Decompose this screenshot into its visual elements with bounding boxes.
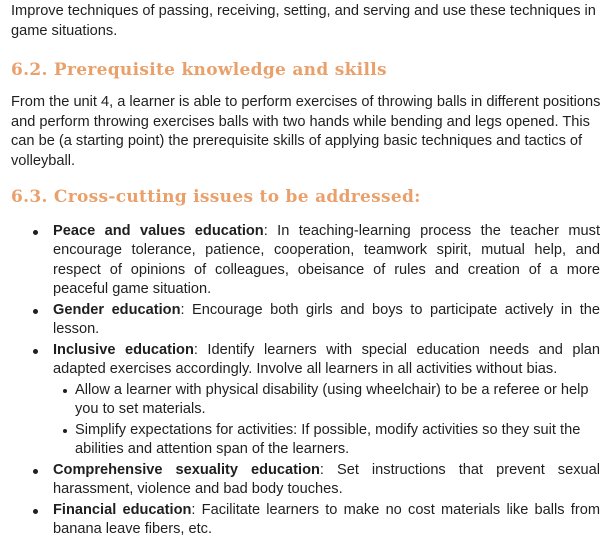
list-item-inclusive (0, 341, 608, 380)
item-text: : Encourage both girls and boys to participate actively in the lesson. (53, 301, 600, 338)
section-6-3-heading: 6.3. Cross-cutting issues to be addressed: (11, 187, 421, 207)
list-item-gender (0, 301, 608, 340)
bullet-icon (33, 230, 38, 235)
item-term: Comprehensive sexuality education (53, 461, 320, 478)
section-6-2-heading: 6.2. Prerequisite knowledge and skills (11, 60, 387, 80)
item-term: Gender education (53, 301, 181, 318)
sub-list-item (0, 421, 608, 460)
list-item-sexuality (0, 461, 608, 500)
item-term: Inclusive education (53, 341, 194, 358)
item-term: Financial education (53, 501, 192, 518)
item-text: : Facilitate learners to make no cost materials like balls from banana leave fibers, etc. (53, 501, 600, 538)
sub-item-text: Allow a learner with physical disability (using wheelchair) to be a referee or help you to set materials. (75, 381, 589, 418)
list-item-financial (0, 501, 608, 540)
list-item-peace-values (0, 222, 608, 300)
sub-list-item (0, 381, 608, 420)
item-term: Peace and values education (53, 223, 264, 239)
item-text: : In teaching-learning process the teacher must encourage tolerance, patience, cooperation, teamwork spirit, mutual help, and respect of opinions of colleagues, obeisance of rules and creation of a more peaceful game situation. (53, 223, 601, 298)
sub-bullet-icon (63, 389, 67, 393)
sub-bullet-icon (63, 429, 67, 433)
bullet-icon (33, 509, 38, 514)
bullet-icon (33, 469, 38, 474)
section-6-2-body: From the unit 4, a learner is able to perform exercises of throwing balls in different positions and perform throwing exercises balls with two hands while bending and legs opened. This can be (a starting point) the prerequisite skills of applying basic techniques and tactics of volleyball. (11, 94, 601, 169)
intro-paragraph: Improve techniques of passing, receiving, setting, and serving and use these techniques in game situations. (11, 3, 596, 39)
bullet-icon (33, 309, 38, 314)
sub-item-text: Simplify expectations for activities: If possible, modify activities so they suit the abilities and attention span of the learners. (75, 421, 581, 458)
cross-cutting-issues-list (0, 222, 608, 541)
item-text: : Set instructions that prevent sexual harassment, violence and bad body touches. (53, 461, 600, 498)
bullet-icon (33, 349, 38, 354)
item-text: : Identify learners with special education needs and plan adapted exercises accordingly. Involve all learners in all activities without bias. (53, 341, 600, 378)
